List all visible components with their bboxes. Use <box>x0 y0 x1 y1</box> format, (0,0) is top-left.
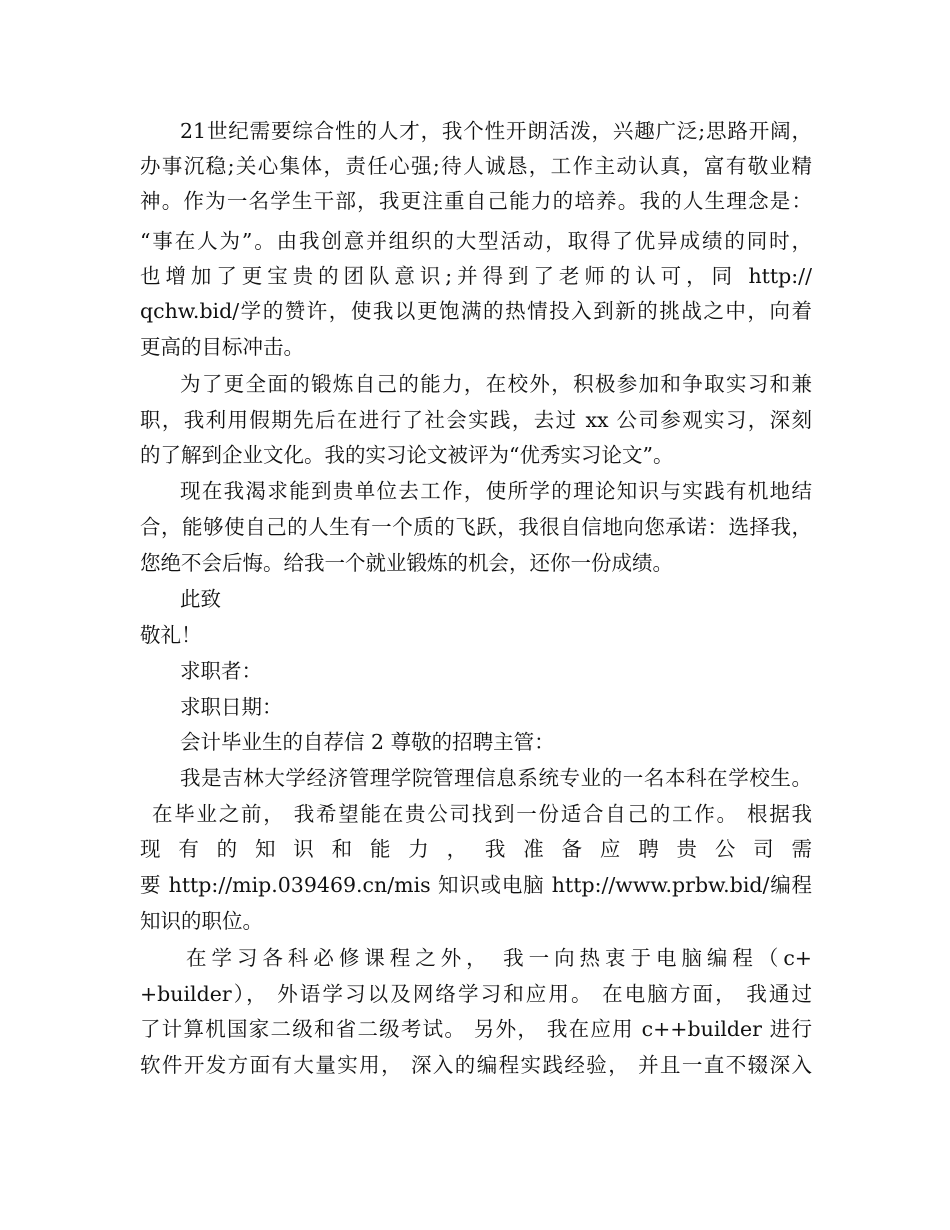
text-line: 求职日期： <box>180 695 283 719</box>
text-line: +builder）， 外语学习以及网络学习和应用。 在电脑方面， 我通过 <box>140 982 812 1006</box>
text-line: 也增加了更宝贵的团队意识;并得到了老师的认可，同 http:// <box>140 264 812 288</box>
text-line: 敬礼！ <box>140 623 202 647</box>
text-line: 会计毕业生的自荐信 2 尊敬的招聘主管： <box>180 730 555 754</box>
text-line: 我是吉林大学经济管理学院管理信息系统专业的一名本科在学校生。 <box>180 766 812 790</box>
text-line: 现 有 的 知 识 和 能 力 ， 我 准 备 应 聘 贵 公 司 需 <box>140 837 812 861</box>
text-line: 此致 <box>180 587 221 611</box>
text-line: 您绝不会后悔。给我一个就业锻炼的机会，还你一份成绩。 <box>140 551 673 575</box>
text-line: 职，我利用假期先后在进行了社会实践，去过 xx 公司参观实习，深刻 <box>140 408 812 432</box>
text-line: 知识的职位。 <box>140 909 263 933</box>
text-line: 求职者： <box>180 659 262 683</box>
text-line: 要 http://mip.039469.cn/mis 知识或电脑 http://www.prbw.bid/编程 <box>140 873 812 897</box>
text-line: 为了更全面的锻炼自己的能力，在校外，积极参加和争取实习和兼 <box>180 372 812 396</box>
text-line: 现在我渴求能到贵单位去工作，使所学的理论知识与实践有机地结 <box>180 479 812 503</box>
text-line: 在学习各科必修课程之外， 我一向热衷于电脑编程（c+ <box>186 946 812 970</box>
text-line: qchw.bid/学的赞许，使我以更饱满的热情投入到新的挑战之中，向着 <box>140 299 812 323</box>
text-line: 在毕业之前， 我希望能在贵公司找到一份适合自己的工作。 根据我 <box>152 802 812 826</box>
text-line: 21世纪需要综合性的人才，我个性开朗活泼，兴趣广泛;思路开阔， <box>180 119 812 143</box>
text-line: 合，能够使自己的人生有一个质的飞跃，我很自信地向您承诺：选择我， <box>140 515 812 539</box>
text-line: 办事沉稳;关心集体，责任心强;待人诚恳，工作主动认真，富有敬业精 <box>140 154 812 178</box>
text-line: 更高的目标冲击。 <box>140 335 304 359</box>
text-line: “事在人为”。由我创意并组织的大型活动，取得了优异成绩的同时， <box>140 229 812 253</box>
text-line: 神。作为一名学生干部，我更注重自己能力的培养。我的人生理念是： <box>140 189 812 213</box>
text-line: 了计算机国家二级和省二级考试。 另外， 我在应用 c++builder 进行 <box>140 1017 812 1041</box>
text-line: 的了解到企业文化。我的实习论文被评为“优秀实习论文”。 <box>140 443 674 467</box>
text-line: 软件开发方面有大量实用， 深入的编程实践经验， 并且一直不辍深入 <box>140 1053 812 1077</box>
